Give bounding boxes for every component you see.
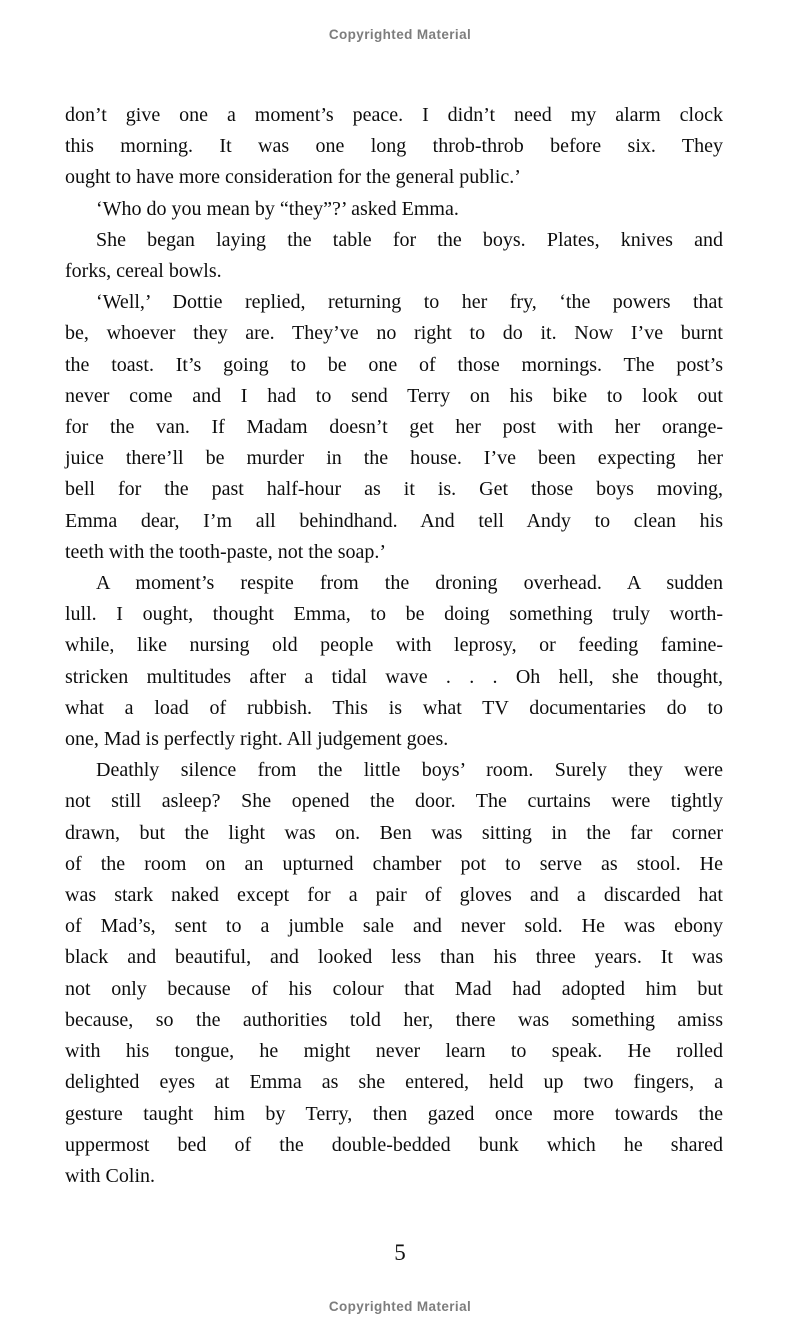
text-line: black and beautiful, and looked less than his three years. It was: [65, 946, 723, 969]
text-line: Deathly silence from the little boys’ room. Surely they were: [96, 759, 723, 782]
text-line: delighted eyes at Emma as she entered, held up two fingers, a: [65, 1071, 723, 1094]
text-line: this morning. It was one long throb-throb before six. They: [65, 135, 723, 158]
text-line: what a load of rubbish. This is what TV documentaries do to: [65, 696, 723, 719]
text-line: while, like nursing old people with leprosy, or feeding famine-: [65, 634, 723, 657]
text-line: bell for the past half-hour as it is. Get those boys moving,: [65, 478, 723, 501]
page-number: 5: [394, 1240, 406, 1265]
text-line: stricken multitudes after a tidal wave . . . Oh hell, she thought,: [65, 665, 723, 688]
text-line: juice there’ll be murder in the house. I’ve been expecting her: [65, 447, 723, 470]
text-line: of Mad’s, sent to a jumble sale and never sold. He was ebony: [65, 915, 723, 938]
text-line: ‘Well,’ Dottie replied, returning to her fry, ‘the powers that: [96, 291, 723, 314]
text-line: forks, cereal bowls.: [65, 260, 222, 283]
text-line: ‘Who do you mean by “they”?’ asked Emma.: [96, 197, 459, 220]
text-line: A moment’s respite from the droning overhead. A sudden: [96, 572, 723, 595]
text-line: because, so the authorities told her, there was something amiss: [65, 1008, 723, 1031]
text-line: was stark naked except for a pair of gloves and a discarded hat: [65, 884, 723, 907]
text-line: not still asleep? She opened the door. The curtains were tightly: [65, 790, 723, 813]
text-line: one, Mad is perfectly right. All judgement goes.: [65, 728, 449, 751]
body-text-block: [65, 100, 723, 1192]
text-line: the toast. It’s going to be one of those mornings. The post’s: [65, 353, 723, 376]
text-line: lull. I ought, thought Emma, to be doing something truly worth-: [65, 603, 723, 626]
text-line: with Colin.: [65, 1164, 156, 1187]
text-line: be, whoever they are. They’ve no right to do it. Now I’ve burnt: [65, 322, 723, 345]
text-line: drawn, but the light was on. Ben was sitting in the far corner: [65, 821, 723, 844]
text-line: Emma dear, I’m all behindhand. And tell Andy to clean his: [65, 509, 723, 532]
text-line: teeth with the tooth-paste, not the soap.’: [65, 540, 387, 563]
copyright-notice-top: Copyrighted Material: [328, 27, 472, 42]
text-line: of the room on an upturned chamber pot to serve as stool. He: [65, 852, 723, 875]
text-line: uppermost bed of the double-bedded bunk which he shared: [65, 1133, 723, 1156]
text-line: not only because of his colour that Mad had adopted him but: [65, 977, 723, 1000]
text-line: gesture taught him by Terry, then gazed once more towards the: [65, 1102, 723, 1125]
text-line: never come and I had to send Terry on his bike to look out: [65, 384, 723, 407]
text-line: ought to have more consideration for the general public.’: [65, 166, 521, 189]
copyright-notice-bottom: Copyrighted Material: [328, 1299, 472, 1314]
text-line: with his tongue, he might never learn to speak. He rolled: [65, 1040, 723, 1063]
text-line: She began laying the table for the boys. Plates, knives and: [96, 228, 723, 251]
text-line: don’t give one a moment’s peace. I didn’t need my alarm clock: [65, 104, 723, 126]
text-line: for the van. If Madam doesn’t get her post with her orange-: [65, 416, 723, 439]
